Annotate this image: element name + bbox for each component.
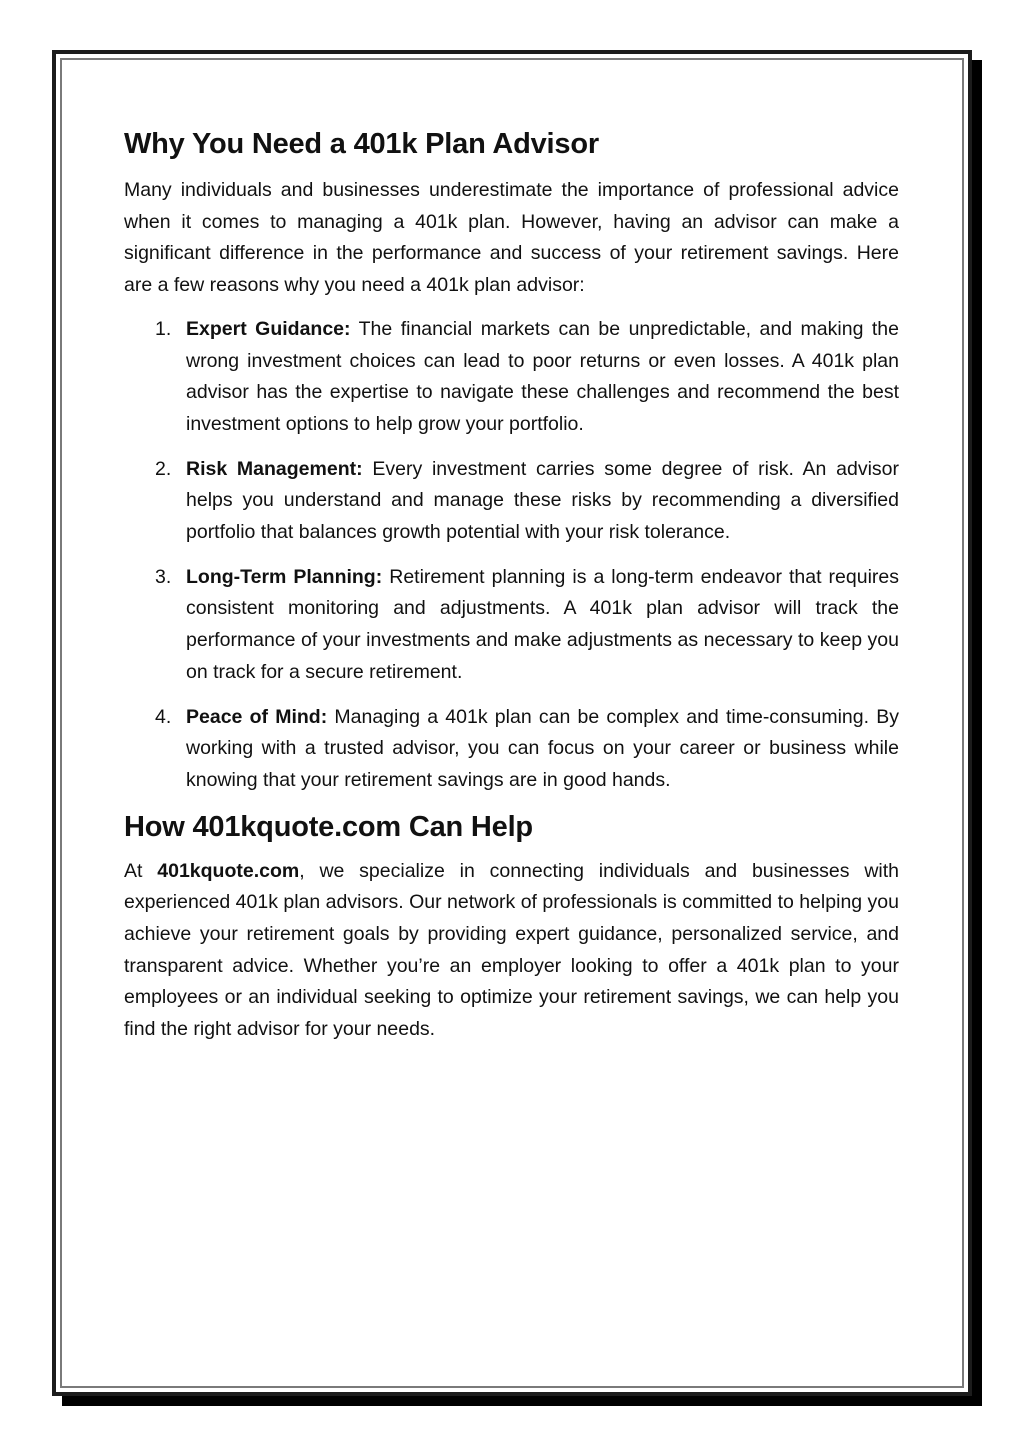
list-item-text: Every investment carries some degree of risk. An advisor helps you understand and manage these risks by recommending a diversified portfolio that balances growth potential with your risk tolerance.	[186, 457, 899, 544]
section-heading-how: How 401kquote.com Can Help	[124, 810, 533, 843]
list-item-text: Managing a 401k plan can be complex and time-consuming. By working with a trusted advisor, you can focus on your career or business while knowing that your retirement savings are in good hands.	[186, 705, 899, 791]
list-item-title: Peace of Mind:	[186, 705, 328, 728]
list-item	[124, 562, 899, 689]
list-item-title: Long-Term Planning:	[186, 565, 383, 588]
section-heading-why: Why You Need a 401k Plan Advisor	[124, 128, 599, 160]
list-number: 2.	[155, 457, 172, 480]
list-item	[124, 454, 899, 549]
list-item-title: Expert Guidance:	[186, 317, 351, 340]
document-content	[124, 122, 899, 1046]
help-lead: At	[124, 859, 143, 882]
list-number: 1.	[155, 317, 172, 340]
list-item-title: Risk Management:	[186, 457, 363, 480]
brand-name: 401kquote.com	[157, 859, 300, 882]
help-paragraph	[124, 856, 899, 1046]
list-item-text: Retirement planning is a long-term endeavor that requires consistent monitoring and adjustments. A 401k plan advisor will track the performance of your investments and make adjustments as necessary to keep you on track for a secure retirement.	[186, 565, 899, 683]
list-number: 3.	[155, 565, 172, 588]
list-number: 4.	[155, 705, 172, 728]
help-body: , we specialize in connecting individuals and businesses with experienced 401k plan advisors. Our network of professionals is committed to helping you achieve your retirement goals by providing expert guidance, personalized service, and transparent advice. Whether you’re an employer looking to offer a 401k plan to your employees or an individual seeking to optimize your retirement savings, we can help you find the right advisor for your needs.	[124, 859, 899, 1041]
list-item	[124, 314, 899, 441]
list-item-text: The financial markets can be unpredictable, and making the wrong investment choices can lead to poor returns or even losses. A 401k plan advisor has the expertise to navigate these challenges and recommend the best investment options to help grow your portfolio.	[186, 317, 899, 435]
reasons-list	[124, 314, 899, 797]
list-item	[124, 702, 899, 797]
intro-paragraph: Many individuals and businesses underestimate the importance of professional advice when it comes to managing a 401k plan. However, having an advisor can make a significant difference in the performance and success of your retirement savings. Here are a few reasons why you need a 401k plan advisor:	[124, 179, 899, 297]
